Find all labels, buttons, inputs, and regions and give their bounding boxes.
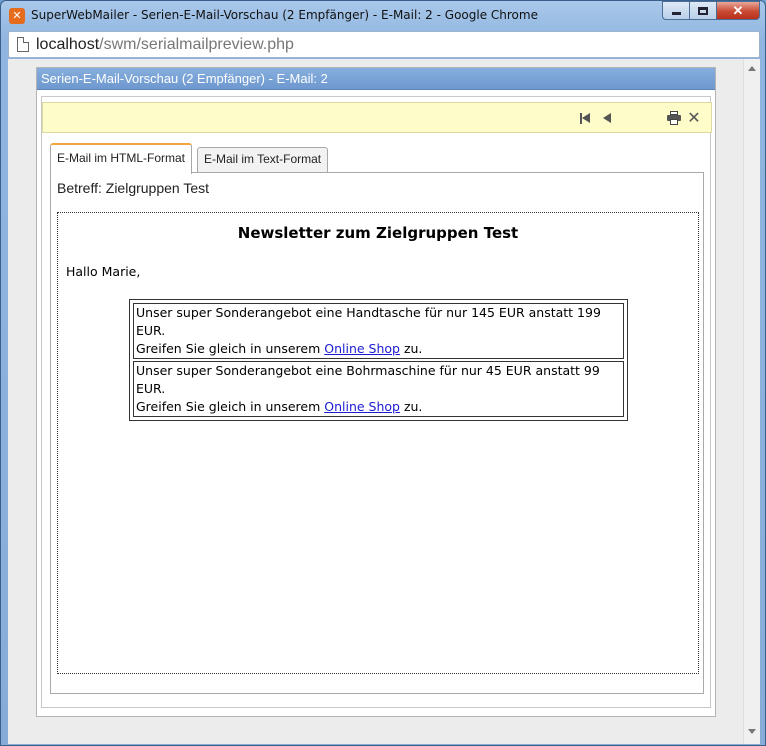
- offer-cta-prefix: Greifen Sie gleich in unserem: [136, 341, 325, 356]
- email-subject: Betreff: Zielgruppen Test: [57, 180, 210, 196]
- window-controls: [662, 1, 760, 21]
- maximize-button[interactable]: [689, 1, 716, 20]
- first-record-icon: [580, 113, 590, 124]
- scroll-down-icon[interactable]: [748, 729, 756, 734]
- first-record-button[interactable]: [578, 111, 592, 125]
- offer-cell: [133, 303, 624, 359]
- offer-cta: [136, 340, 621, 358]
- maximize-icon: [698, 7, 708, 15]
- newsletter-title: Newsletter zum Zielgruppen Test: [237, 224, 519, 242]
- offer-text: Unser super Sonderangebot eine Handtasche für nur 145 EUR anstatt 199 EUR.: [136, 305, 601, 338]
- online-shop-link[interactable]: Online Shop: [324, 341, 400, 356]
- url-host: localhost: [36, 36, 100, 53]
- toolbar: [42, 102, 712, 133]
- preview-dialog: [36, 67, 716, 717]
- page-icon: [17, 37, 29, 52]
- page-viewport: [8, 59, 760, 744]
- close-dialog-button[interactable]: [687, 108, 701, 127]
- close-window-button[interactable]: [716, 1, 760, 20]
- title-bar: [1, 1, 765, 31]
- vertical-scrollbar[interactable]: [743, 59, 760, 744]
- minimize-icon: [672, 12, 681, 15]
- url[interactable]: [36, 36, 294, 54]
- offer-cta-suffix: zu.: [399, 399, 423, 414]
- offer-cell: [133, 361, 624, 417]
- tab-html-format[interactable]: E-Mail im HTML-Format: [50, 143, 192, 174]
- print-icon: [667, 111, 681, 125]
- previous-record-button[interactable]: [600, 111, 614, 125]
- offer-text: Unser super Sonderangebot eine Bohrmaschine für nur 45 EUR anstatt 99 EUR.: [136, 363, 600, 396]
- print-button[interactable]: [667, 111, 681, 125]
- scroll-up-icon[interactable]: [748, 66, 756, 71]
- table-row: [133, 361, 624, 417]
- address-bar[interactable]: [8, 31, 760, 58]
- email-preview-frame: [57, 212, 699, 674]
- offer-cta: [136, 398, 621, 416]
- dialog-body: [41, 96, 711, 708]
- xampp-icon: ✕: [9, 8, 25, 24]
- offer-cta-prefix: Greifen Sie gleich in unserem: [136, 399, 325, 414]
- window-title: SuperWebMailer - Serien-E-Mail-Vorschau (2 Empfänger) - E-Mail: 2 - Google Chrome: [31, 8, 538, 22]
- table-row: [133, 303, 624, 359]
- dialog-header: Serien-E-Mail-Vorschau (2 Empfänger) - E-Mail: 2: [37, 68, 715, 90]
- greeting: Hallo Marie,: [66, 264, 141, 279]
- previous-record-icon: [603, 113, 611, 123]
- url-path: /swm/serialmailpreview.php: [99, 36, 294, 53]
- minimize-button[interactable]: [662, 1, 689, 20]
- close-icon: ✕: [687, 108, 701, 127]
- online-shop-link[interactable]: Online Shop: [324, 399, 400, 414]
- offers-table: [129, 299, 628, 421]
- tab-panel: [50, 172, 704, 694]
- close-icon: ✕: [732, 2, 744, 18]
- offer-cta-suffix: zu.: [399, 341, 423, 356]
- tab-text-format[interactable]: E-Mail im Text-Format: [197, 147, 328, 172]
